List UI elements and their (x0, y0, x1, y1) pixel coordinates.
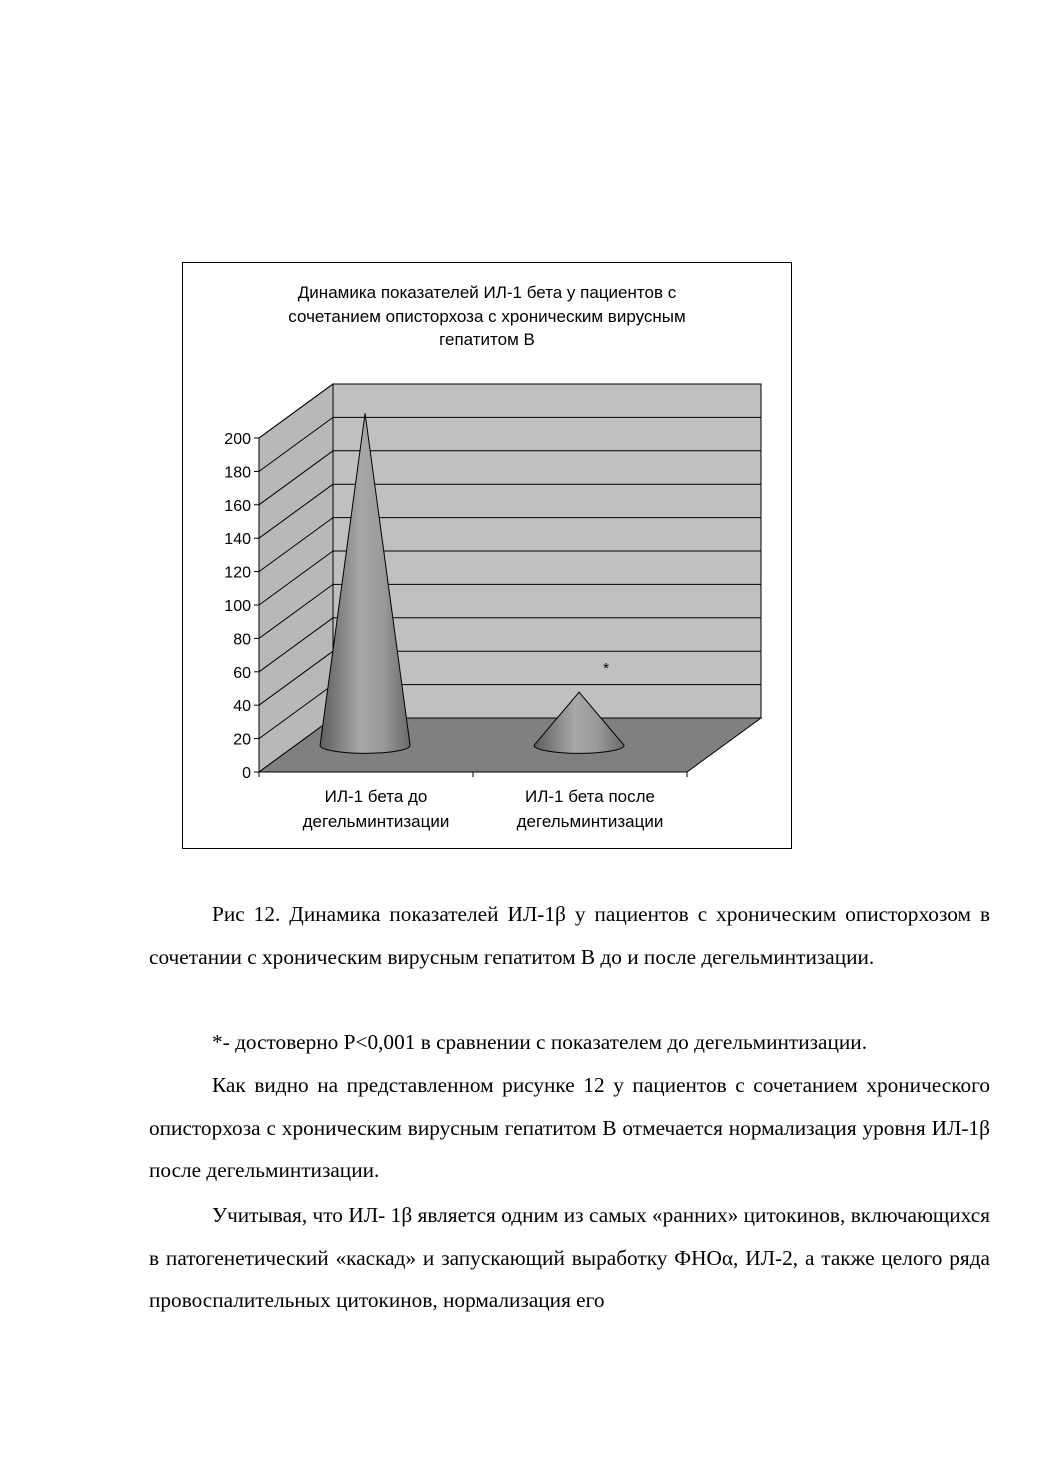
y-tick-label: 60 (233, 664, 251, 682)
y-tick-label: 0 (242, 765, 251, 782)
y-tick-label: 180 (224, 464, 251, 482)
note-text: *- достоверно Р<0,001 в сравнении с показателем до дегельминтизации. (212, 1030, 868, 1054)
x-axis-label: дегельминтизации (302, 812, 450, 831)
y-tick-label: 40 (233, 698, 251, 716)
x-axis-label: ИЛ-1 бета до (324, 787, 428, 806)
chart-title-line: Динамика показателей ИЛ-1 бета у пациентов с (297, 283, 677, 302)
paragraph-text: Как видно на представленном рисунке 12 у пациентов с сочетанием хронического описторхоза с хроническим вирусным гепатитом В отмечается нормализация уровня ИЛ-1β после дегельминтизации. (149, 1073, 990, 1182)
y-tick-label: 140 (224, 531, 251, 549)
y-tick-label: 80 (233, 631, 251, 649)
paragraph-text: Учитывая, что ИЛ- 1β является одним из самых «ранних» цитокинов, включающихся в патогенетический «каскад» и запускающий выработку ФНОα, ИЛ-2, а также целого ряда провоспалительных цитокинов, нормализация его (149, 1203, 990, 1312)
figure-caption (149, 893, 990, 978)
x-axis-label: дегельминтизации (516, 812, 664, 831)
y-tick-label: 200 (224, 431, 251, 448)
y-tick-label: 160 (224, 497, 251, 515)
x-axis-label: ИЛ-1 бета после (525, 787, 655, 806)
y-tick-label: 120 (224, 564, 251, 582)
x-axis-labels (303, 787, 664, 831)
chart-title-line: гепатитом В (439, 330, 535, 349)
y-tick-label: 100 (224, 598, 251, 615)
y-tick-label: 20 (233, 731, 251, 749)
caption-text: Рис 12. Динамика показателей ИЛ-1β у пациентов с хроническим описторхозом в сочетании с хроническим вирусным гепатитом В до и после дегельминтизации. (149, 902, 990, 969)
chart-title (182, 281, 792, 352)
body-paragraph-2 (149, 1194, 990, 1322)
annotations (603, 660, 609, 677)
body-paragraph-1 (149, 1064, 990, 1192)
significance-marker: * (603, 660, 610, 677)
chart-title-line: сочетанием описторхоза с хроническим вирусным (288, 306, 686, 326)
significance-note (149, 1021, 990, 1064)
